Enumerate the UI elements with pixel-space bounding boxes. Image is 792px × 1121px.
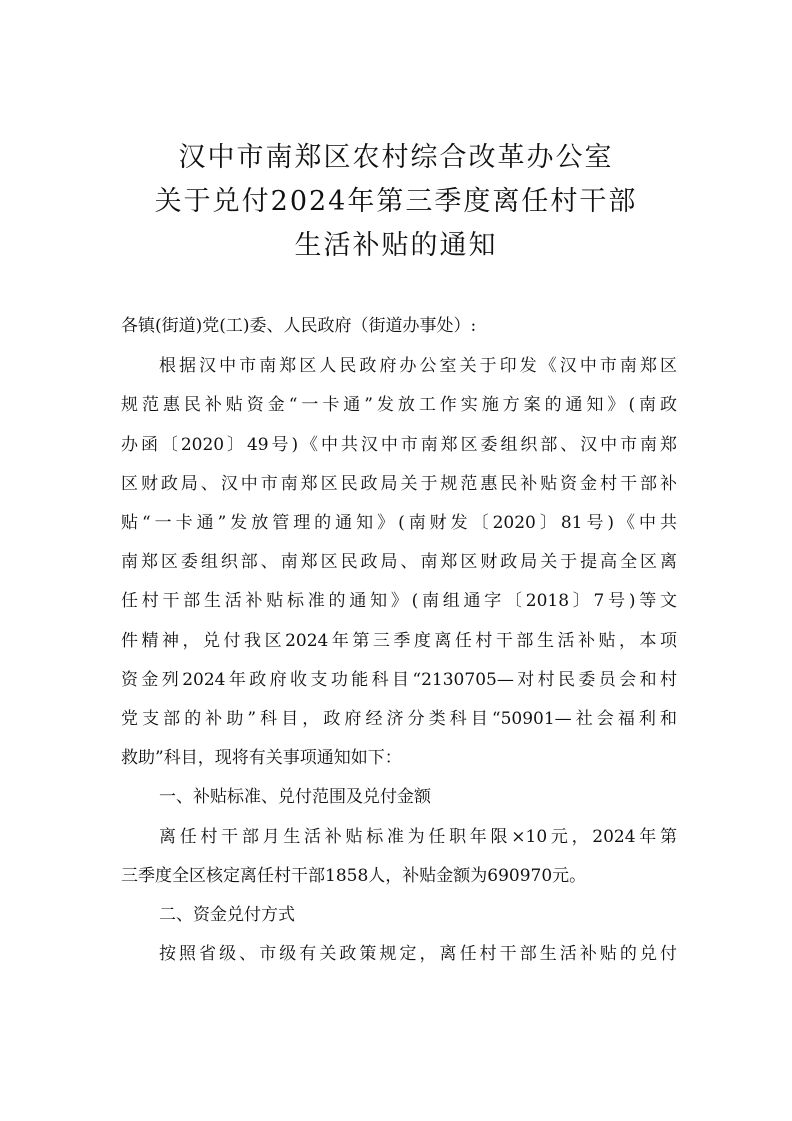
salutation: 各镇(街道)党(工)委、人民政府（街道办事处）: [121,316,477,336]
body-line: 贴“一卡通”发放管理的通知》(南财发〔2020〕81号)《中共 [121,513,677,533]
body-line: 党支部的补助”科目，政府经济分类科目“50901—社会福利和 [121,709,677,729]
body-line: 资金列2024年政府收支功能科目“2130705—对村民委员会和村 [121,670,677,690]
body-line: 南郑区委组织部、南郑区民政局、南郑区财政局关于提高全区离 [121,552,677,572]
section-heading-2: 二、资金兑付方式 [159,905,295,925]
document-title-line-3: 生活补贴的通知 [294,230,498,261]
body-line: 件精神，兑付我区2024年第三季度离任村干部生活补贴，本项 [121,631,677,651]
section-heading-1: 一、补贴标准、兑付范围及兑付金额 [159,787,431,807]
document-title-line-1: 汉中市南郑区农村综合改革办公室 [178,142,614,173]
body-line: 规范惠民补贴资金“一卡通”发放工作实施方案的通知》(南政 [121,395,677,415]
document-title-line-2: 关于兑付2024年第三季度离任村干部 [154,186,638,217]
body-line: 办函〔2020〕49号)《中共汉中市南郑区委组织部、汉中市南郑 [121,435,677,455]
body-line: 按照省级、市级有关政策规定，离任村干部生活补贴的兑付 [159,944,677,964]
body-line: 离任村干部月生活补贴标准为任职年限×10元，2024年第 [159,827,677,847]
body-line: 区财政局、汉中市南郑区民政局关于规范惠民补贴资金村干部补 [121,474,677,494]
body-line: 根据汉中市南郑区人民政府办公室关于印发《汉中市南郑区 [159,356,677,376]
body-line: 三季度全区核定离任村干部1858人，补贴金额为690970元。 [121,866,587,886]
body-line: 任村干部生活补贴标准的通知》(南组通字〔2018〕7号)等文 [121,591,677,611]
body-line: 救助”科目，现将有关事项通知如下： [121,748,402,768]
